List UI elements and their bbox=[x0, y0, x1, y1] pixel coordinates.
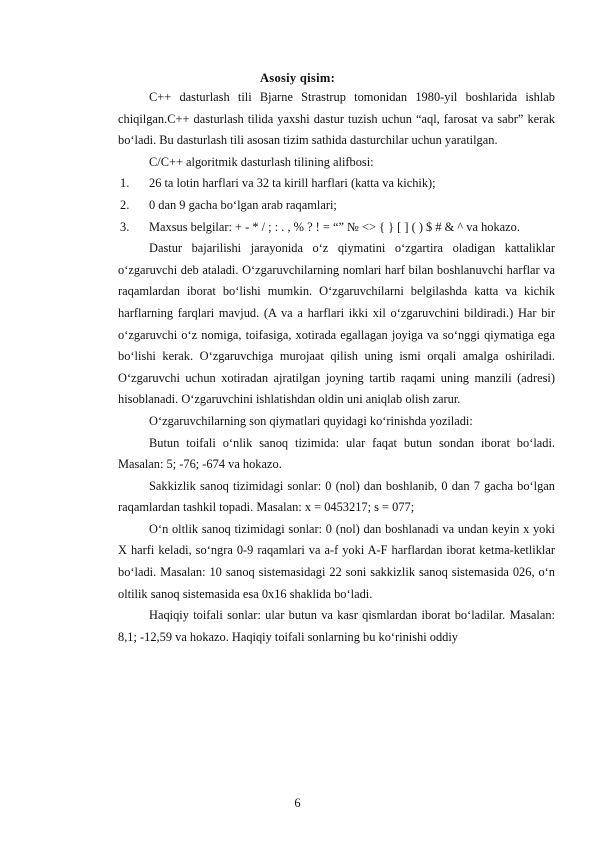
section-heading: Asosiy qisim: bbox=[259, 71, 336, 85]
list-number: 3. bbox=[120, 219, 130, 234]
paragraph-real: Haqiqiy toifali sonlar: ular butun va kasr qismlardan iborat bo‘ladilar. Masalan: 8,1; -12,59 va hokazo. Haqiqiy toifali sonlarning bu ko‘rinishi oddiy bbox=[118, 608, 555, 644]
document-body bbox=[118, 87, 555, 648]
list-number: 1. bbox=[120, 176, 130, 191]
paragraph-variables: Dastur bajarilishi jarayonida o‘z qiymatini o‘zgartira oladigan kattaliklar o‘zgaruvchi deb ataladi. O‘zgaruvchilarning nomlari harf bilan boshlanuvchi harflar va raqamlardan iborat bo‘lishi mumkin. O‘zgaruvchilarni belgilashda katta va kichik harflarning farqlari mavjud. (A va a harflari ikki xil o‘zgaruvchini bildiradi.) Har bir o‘zgaruvchi o‘z nomiga, toifasiga, xotirada egallagan joyiga va so‘nggi qiymatiga ega bo‘lishi kerak. O‘zgaruvchiga murojaat qilish uning ismi orqali amalga oshiriladi. O‘zgaruvchi uchun xotiradan ajratilgan joyning tartib raqami uning manzili (adresi) hisoblanadi. O‘zgaruvchini ishlatishdan oldin uni aniqlab olish zarur. bbox=[118, 241, 555, 407]
paragraph-alphabet: C/C++ algoritmik dasturlash tilining alifbosi: bbox=[149, 154, 374, 169]
list-text: Maxsus belgilar: + - * / ; : . , % ? ! = “” № <> { } [ ] ( ) $ # & ^ va hokazo. bbox=[149, 219, 520, 234]
page-number: 6 bbox=[294, 796, 301, 810]
list-item bbox=[118, 217, 555, 239]
paragraph-values-intro: O‘zgaruvchilarning son qiymatlari quyidagi ko‘rinishda yoziladi: bbox=[149, 413, 473, 428]
paragraph-intro: C++ dasturlash tili Bjarne Strastrup tomonidan 1980-yil boshlarida ishlab chiqilgan.C++ dasturlash tilida yaxshi dastur tuzish uchun “aql, farosat va sabr” kerak bo‘ladi. Bu dasturlash tili asosan tizim sathida dasturchilar uchun yaratilgan. bbox=[118, 90, 555, 148]
paragraph-decimal: Butun toifali o‘nlik sanoq tizimida: ular faqat butun sondan iborat bo‘ladi. Masalan: 5; -76; -674 va hokazo. bbox=[118, 435, 555, 472]
list-item bbox=[118, 195, 555, 217]
alphabet-list bbox=[118, 173, 555, 238]
list-item bbox=[118, 173, 555, 195]
list-number: 2. bbox=[120, 197, 130, 212]
list-text: 26 ta lotin harflari va 32 ta kirill harflari (katta va kichik); bbox=[149, 176, 436, 191]
paragraph-octal: Sakkizlik sanoq tizimidagi sonlar: 0 (nol) dan boshlanib, 0 dan 7 gacha bo‘lgan raqamlardan tashkil topadi. Masalan: x = 0453217; s = 077; bbox=[118, 478, 555, 515]
paragraph-hex: O‘n oltlik sanoq tizimidagi sonlar: 0 (nol) dan boshlanadi va undan keyin x yoki X harfi keladi, so‘ngra 0-9 raqamlari va a-f yoki A-F harflardan iborat ketma-ketliklar bo‘ladi. Masalan: 10 sanoq sistemasidagi 22 soni sakkizlik sanoq sistemasida 026, o‘n oltilik sanoq sistemasida esa 0x16 shaklida bo‘ladi. bbox=[118, 521, 555, 601]
list-text: 0 dan 9 gacha bo‘lgan arab raqamlari; bbox=[149, 197, 337, 212]
